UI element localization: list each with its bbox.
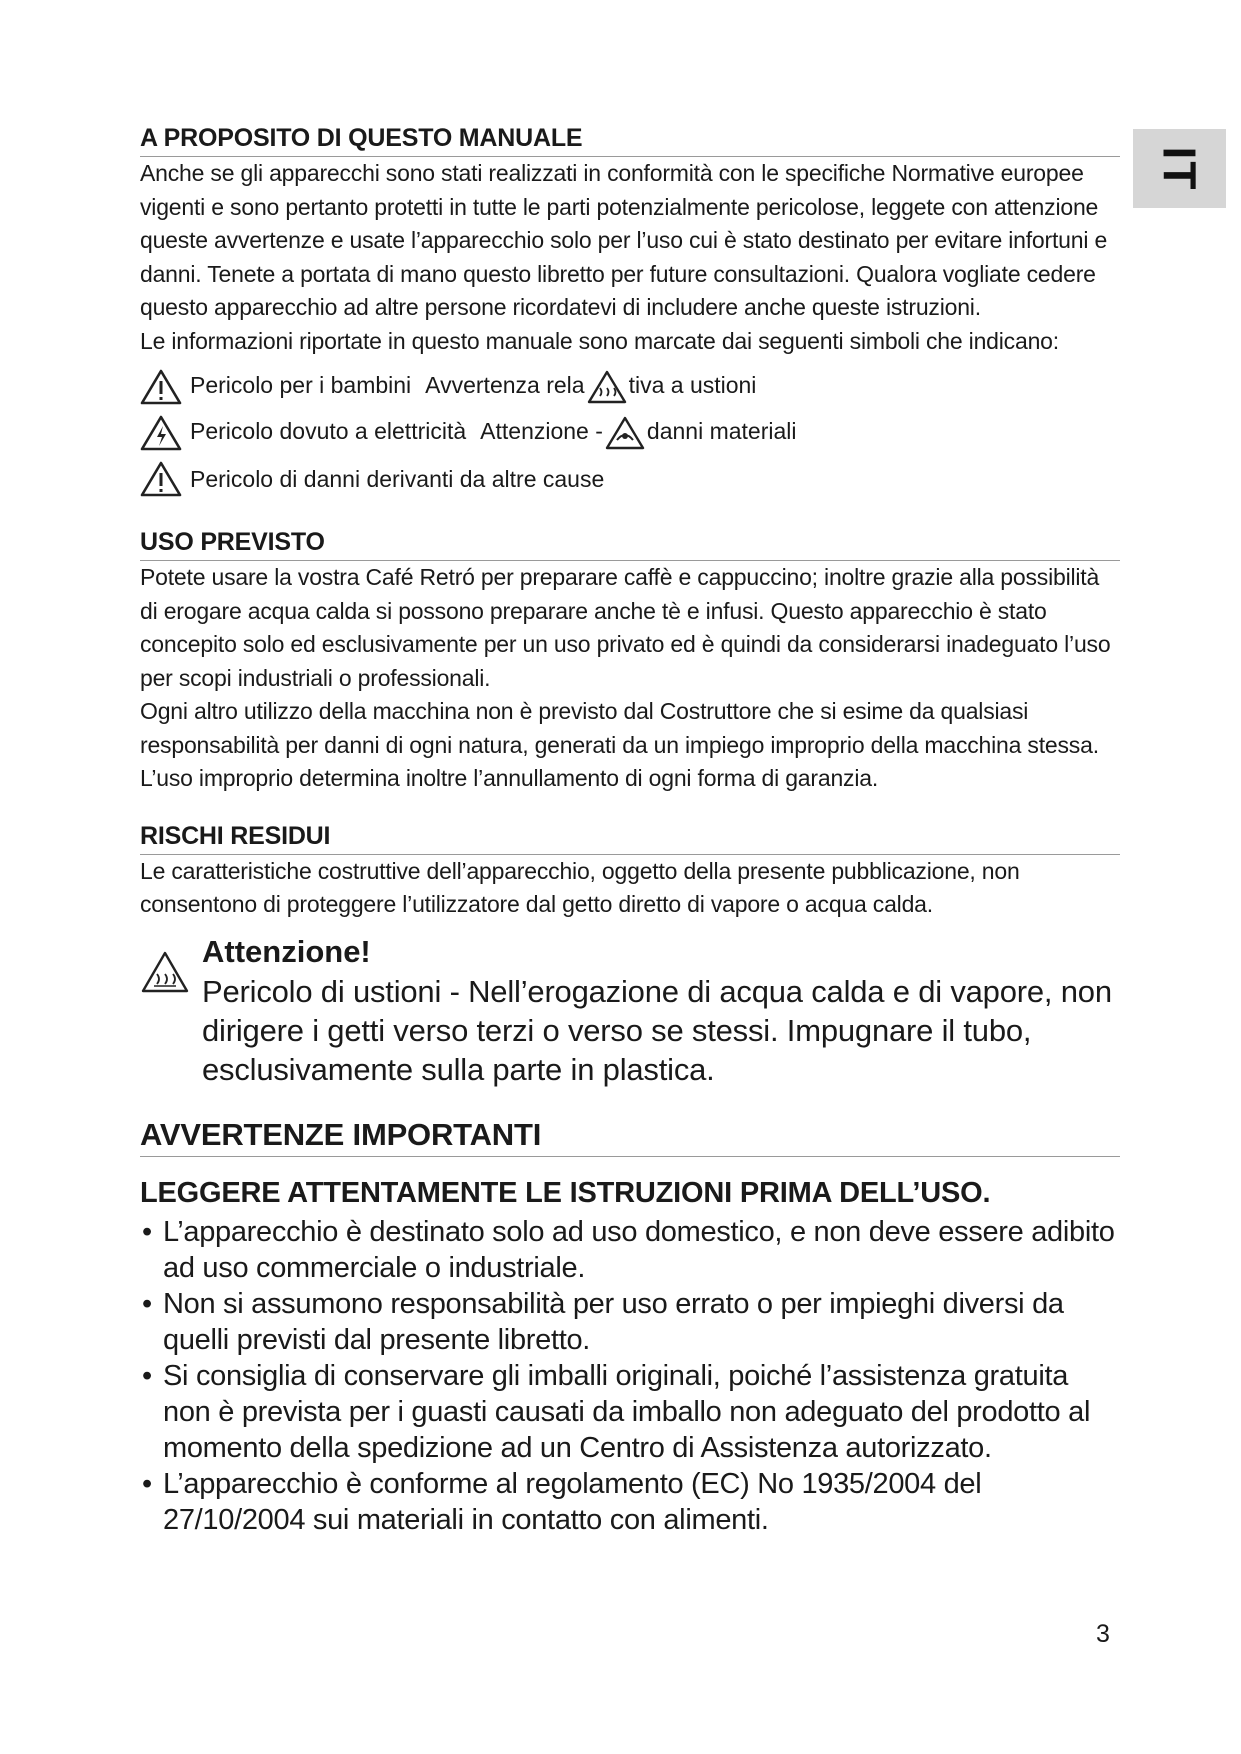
hot-surface-warning-icon: [140, 950, 190, 994]
material-damage-icon: [605, 416, 645, 450]
intended-use-paragraph-1: Potete usare la vostra Café Retró per preparare caffè e cappuccino; inoltre grazie alla possibilità di erogare acqua calda si possono preparare anche tè e infusi. Questo apparecchio è stato concepito solo ed esclusivamente per un uso privato ed è quindi da considerarsi inadeguato l’uso per scopi industriali o professionali.: [140, 564, 1111, 691]
general-warning-icon: [140, 461, 182, 497]
section-title-residual-risks: RISCHI RESIDUI: [140, 822, 1120, 855]
section-title-about: A PROPOSITO DI QUESTO MANUALE: [140, 124, 1120, 157]
symbols-intro: Le informazioni riportate in questo manuale sono marcate dai seguenti simboli che indicano:: [140, 327, 1059, 354]
symbols-legend: [140, 364, 1120, 502]
symbol-damage-label-a: Attenzione -: [480, 418, 603, 445]
section-title-important: AVVERTENZE IMPORTANTI: [140, 1117, 1120, 1157]
list-item: • Non si assumono responsabilità per uso errato o per impieghi diversi da quelli previsti dal presente libretto.: [140, 1286, 1120, 1358]
list-item: • L’apparecchio è conforme al regolamento (EC) No 1935/2004 del 27/10/2004 sui materiali in contatto con alimenti.: [140, 1466, 1120, 1538]
symbol-burns-label-a: Avvertenza rela: [425, 372, 585, 399]
symbol-burns-label-b: tiva a: [628, 372, 684, 399]
language-tab: [1133, 129, 1226, 208]
symbol-row: [140, 456, 1120, 502]
hot-surface-icon: [587, 370, 627, 404]
important-subtitle: LEGGERE ATTENTAMENTE LE ISTRUZIONI PRIMA DELL’USO.: [140, 1176, 991, 1209]
manual-page-content: [140, 124, 1120, 1538]
page-number: 3: [1096, 1620, 1110, 1648]
electric-hazard-icon: [140, 415, 182, 451]
symbol-row: [140, 364, 1120, 410]
warning-children-icon: [140, 369, 182, 405]
warning-text: Pericolo di ustioni - Nell’erogazione di acqua calda e di vapore, non dirigere i getti verso terzi o verso se stessi. Impugnare il tubo, esclusivamente sulla parte in plastica.: [202, 973, 1112, 1087]
list-item: • Si consiglia di conservare gli imballi originali, poiché l’assistenza gratuita non è prevista per i guasti causati da imballo non adeguato del prodotto al momento della spedizione ad un Centro di Assistenza autorizzato.: [140, 1358, 1120, 1466]
residual-risks-paragraph: Le caratteristiche costruttive dell’apparecchio, oggetto della presente pubblicazione, non consentono di proteggere l’utilizzatore dal getto diretto di vapore o acqua calda.: [140, 857, 1020, 917]
intended-use-paragraph-2: Ogni altro utilizzo della macchina non è previsto dal Costruttore che si esime da qualsiasi responsabilità per danni di ogni natura, generati da un impiego improprio della macchina stessa. L’uso improprio determina inoltre l’annullamento di ogni forma di garanzia.: [140, 698, 1099, 791]
language-tab-label: IT: [1153, 146, 1206, 191]
warning-title: Attenzione!: [202, 933, 371, 969]
burn-warning-box: [140, 932, 1120, 1089]
important-warnings-list: [140, 1214, 1120, 1538]
symbol-other-label: Pericolo di danni derivanti da altre cause: [190, 465, 605, 492]
symbol-electric-label: Pericolo dovuto a elettricità: [190, 418, 467, 445]
symbol-row: [140, 410, 1120, 456]
section-title-intended-use: USO PREVISTO: [140, 528, 1120, 561]
list-item: • L’apparecchio è destinato solo ad uso domestico, e non deve essere adibito ad uso commerciale o industriale.: [140, 1214, 1120, 1286]
about-paragraph: Anche se gli apparecchi sono stati realizzati in conformità con le specifiche Normative europee vigenti e sono pertanto protetti in tutte le parti potenzialmente pericolose, leggete con attenzione queste avvertenze e usate l’apparecchio solo per l’uso cui è stato destinato per evitare infortuni e danni. Tenete a portata di mano questo libretto per future consultazioni. Qualora vogliate cedere questo apparecchio ad altre persone ricordatevi di includere anche queste istruzioni.: [140, 160, 1108, 320]
symbol-burns-label-c: ustioni: [689, 372, 757, 399]
symbol-children-label: Pericolo per i bambini: [190, 372, 412, 399]
symbol-damage-label-b: danni materiali: [646, 418, 797, 445]
